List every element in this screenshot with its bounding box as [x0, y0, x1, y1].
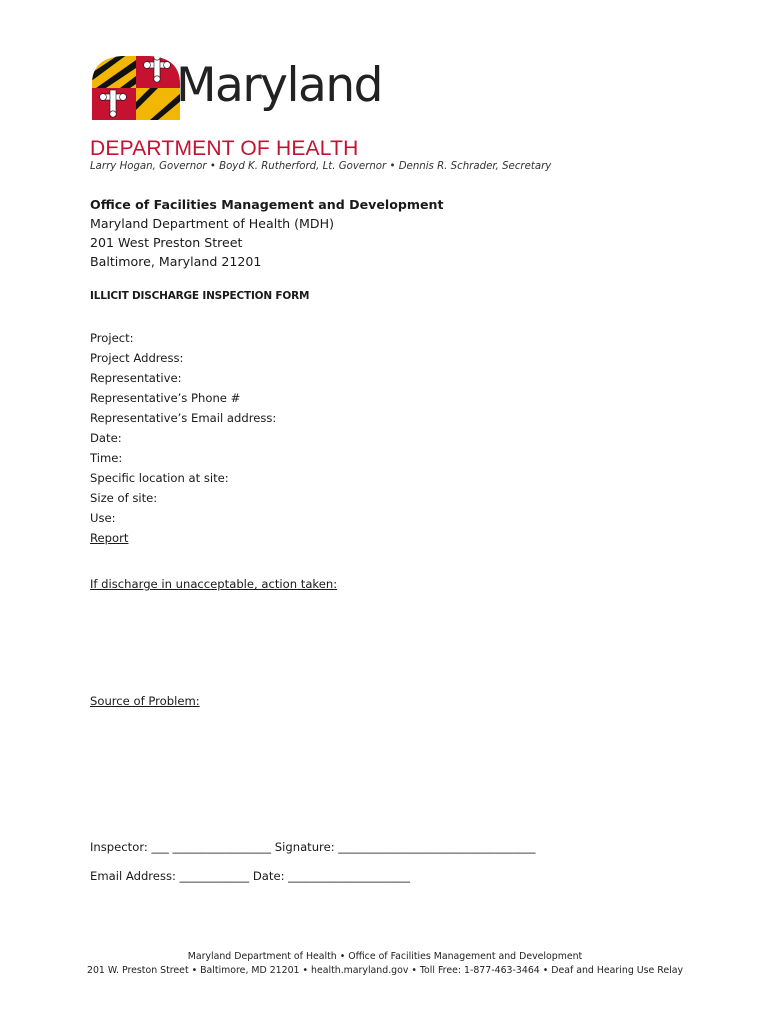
field-size-of-site: Size of site: [90, 491, 158, 505]
field-specific-location: Specific location at site: [90, 471, 229, 485]
source-of-problem-heading: Source of Problem: [90, 694, 200, 708]
maryland-logo [90, 54, 450, 134]
field-representative: Representative: [90, 371, 182, 385]
logo-wordmark: Maryland [176, 58, 382, 113]
city-address: Baltimore, Maryland 21201 [90, 254, 262, 269]
page-footer [0, 950, 770, 978]
street-address: 201 West Preston Street [90, 235, 243, 250]
field-project-address: Project Address: [90, 351, 184, 365]
report-heading: Report [90, 531, 129, 545]
field-representative-email: Representative’s Email address: [90, 411, 277, 425]
field-date: Date: [90, 431, 122, 445]
department-name: DEPARTMENT OF HEALTH [90, 137, 359, 160]
action-taken-heading: If discharge in unacceptable, action taken: [90, 577, 338, 591]
field-representative-phone: Representative’s Phone # [90, 391, 241, 405]
inspector-signature-line: Inspector: ___ _________________ Signature: __________________________________ [90, 840, 536, 854]
field-list [90, 328, 276, 548]
footer-line-1: Maryland Department of Health • Office of Facilities Management and Development [187, 951, 583, 962]
address-block [90, 195, 444, 271]
field-project: Project: [90, 331, 134, 345]
agency-name: Maryland Department of Health (MDH) [90, 216, 334, 231]
officials-line: Larry Hogan, Governor • Boyd K. Rutherford, Lt. Governor • Dennis R. Schrader, Secretary [90, 161, 552, 172]
footer-line-2: 201 W. Preston Street • Baltimore, MD 21201 • health.maryland.gov • Toll Free: 1-877-463-3464 • Deaf and Hearing Use Relay [86, 965, 684, 976]
field-use: Use: [90, 511, 116, 525]
maryland-flag-icon [90, 54, 182, 120]
email-date-line: Email Address: ____________ Date: _____________________ [90, 869, 410, 883]
office-name: Office of Facilities Management and Development [90, 197, 444, 212]
field-time: Time: [90, 451, 123, 465]
form-title: ILLICIT DISCHARGE INSPECTION FORM [90, 290, 310, 302]
